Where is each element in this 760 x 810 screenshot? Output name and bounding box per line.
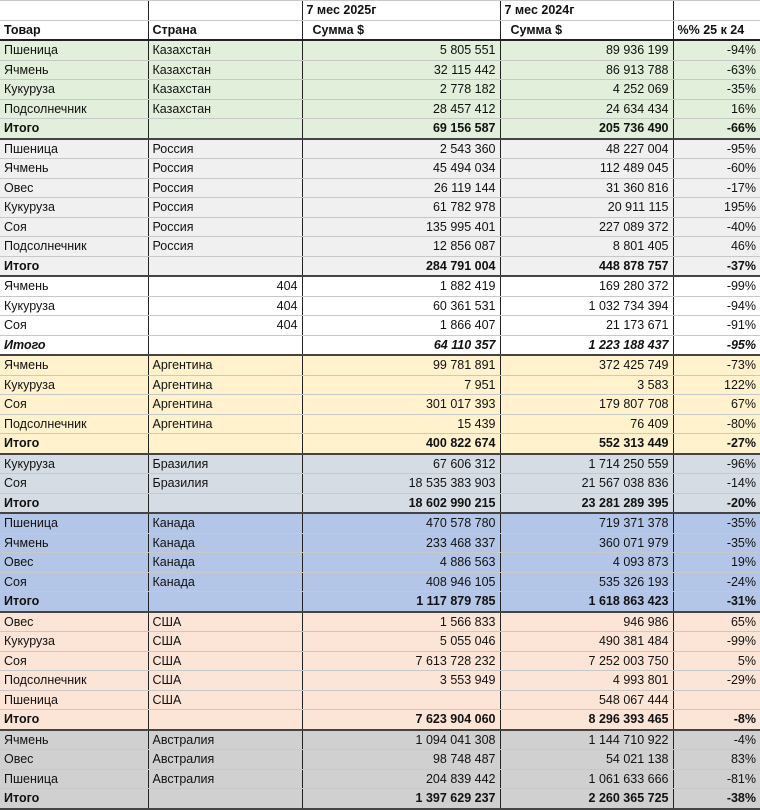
sum-2024-cell[interactable]: 21 173 671 bbox=[500, 316, 673, 336]
pct-change-cell[interactable]: -96% bbox=[673, 454, 760, 474]
pct-change-cell[interactable]: -35% bbox=[673, 533, 760, 553]
product-cell[interactable]: Пшеница bbox=[0, 139, 148, 159]
sum-2025-cell[interactable]: 67 606 312 bbox=[302, 454, 500, 474]
sum-2025-cell[interactable]: 5 805 551 bbox=[302, 40, 500, 60]
total-sum-2024-cell[interactable]: 23 281 289 395 bbox=[500, 493, 673, 513]
product-cell[interactable]: Овес bbox=[0, 553, 148, 573]
sum-2024-cell[interactable]: 31 360 816 bbox=[500, 178, 673, 198]
table-row bbox=[0, 276, 760, 296]
country-cell[interactable]: Бразилия bbox=[148, 454, 302, 474]
table-row bbox=[0, 60, 760, 80]
pct-change-cell[interactable]: -99% bbox=[673, 276, 760, 296]
sum-2024-cell[interactable]: 169 280 372 bbox=[500, 276, 673, 296]
sum-2025-cell[interactable]: 2 778 182 bbox=[302, 80, 500, 100]
total-label-cell[interactable]: Итого bbox=[0, 335, 148, 355]
table-row bbox=[0, 533, 760, 553]
total-pct-change-cell[interactable]: -37% bbox=[673, 256, 760, 276]
country-cell[interactable]: Австралия bbox=[148, 769, 302, 789]
pct-change-cell[interactable]: -80% bbox=[673, 414, 760, 434]
sum-2025-cell[interactable]: 12 856 087 bbox=[302, 237, 500, 257]
total-pct-change-cell[interactable]: -8% bbox=[673, 710, 760, 730]
country-cell[interactable]: Аргентина bbox=[148, 414, 302, 434]
total-sum-2024-cell[interactable]: 552 313 449 bbox=[500, 434, 673, 454]
product-cell[interactable]: Кукуруза bbox=[0, 454, 148, 474]
total-label-cell[interactable]: Итого bbox=[0, 434, 148, 454]
header-empty-cell[interactable] bbox=[0, 1, 148, 21]
country-cell[interactable]: США bbox=[148, 632, 302, 652]
sum-2024-cell[interactable]: 179 807 708 bbox=[500, 395, 673, 415]
table-row bbox=[0, 375, 760, 395]
product-cell[interactable]: Овес bbox=[0, 750, 148, 770]
country-cell[interactable]: Аргентина bbox=[148, 355, 302, 375]
sum-2024-cell[interactable]: 54 021 138 bbox=[500, 750, 673, 770]
product-cell[interactable]: Кукуруза bbox=[0, 296, 148, 316]
header-sum-2024[interactable]: Сумма $ bbox=[500, 20, 673, 40]
sum-2025-cell[interactable]: 99 781 891 bbox=[302, 355, 500, 375]
pct-change-cell[interactable]: -17% bbox=[673, 178, 760, 198]
header-row-columns bbox=[0, 20, 760, 40]
sum-2024-cell[interactable]: 4 252 069 bbox=[500, 80, 673, 100]
product-cell[interactable]: Соя bbox=[0, 651, 148, 671]
sum-2024-cell[interactable]: 1 061 633 666 bbox=[500, 769, 673, 789]
table-row bbox=[0, 198, 760, 218]
pct-change-cell[interactable]: -35% bbox=[673, 513, 760, 533]
sum-2025-cell[interactable]: 3 553 949 bbox=[302, 671, 500, 691]
sum-2024-cell[interactable]: 490 381 484 bbox=[500, 632, 673, 652]
table-row bbox=[0, 355, 760, 375]
sum-2024-cell[interactable]: 360 071 979 bbox=[500, 533, 673, 553]
table-row bbox=[0, 769, 760, 789]
sum-2025-cell[interactable]: 204 839 442 bbox=[302, 769, 500, 789]
country-cell[interactable]: 404 bbox=[148, 296, 302, 316]
pct-change-cell[interactable]: -91% bbox=[673, 316, 760, 336]
sum-2025-cell[interactable]: 1 094 041 308 bbox=[302, 730, 500, 750]
country-cell[interactable]: США bbox=[148, 690, 302, 710]
total-sum-2024-cell[interactable]: 448 878 757 bbox=[500, 256, 673, 276]
product-cell[interactable]: Подсолнечник bbox=[0, 671, 148, 691]
total-sum-2025-cell[interactable]: 18 602 990 215 bbox=[302, 493, 500, 513]
empty-cell[interactable] bbox=[148, 256, 302, 276]
total-pct-change-cell[interactable]: -27% bbox=[673, 434, 760, 454]
total-label-cell[interactable]: Итого bbox=[0, 119, 148, 139]
sum-2024-cell[interactable]: 719 371 378 bbox=[500, 513, 673, 533]
header-empty-cell[interactable] bbox=[148, 1, 302, 21]
total-sum-2025-cell[interactable]: 69 156 587 bbox=[302, 119, 500, 139]
product-cell[interactable]: Соя bbox=[0, 217, 148, 237]
table-row bbox=[0, 316, 760, 336]
pct-change-cell[interactable]: -94% bbox=[673, 296, 760, 316]
sum-2025-cell[interactable]: 233 468 337 bbox=[302, 533, 500, 553]
country-cell[interactable]: Канада bbox=[148, 553, 302, 573]
sum-2024-cell[interactable]: 76 409 bbox=[500, 414, 673, 434]
table-row bbox=[0, 99, 760, 119]
sum-2025-cell[interactable]: 135 995 401 bbox=[302, 217, 500, 237]
pct-change-cell[interactable]: -29% bbox=[673, 671, 760, 691]
pct-change-cell[interactable]: -14% bbox=[673, 474, 760, 494]
pct-change-cell[interactable]: -99% bbox=[673, 632, 760, 652]
sum-2024-cell[interactable]: 7 252 003 750 bbox=[500, 651, 673, 671]
country-cell[interactable]: Бразилия bbox=[148, 474, 302, 494]
product-cell[interactable]: Кукуруза bbox=[0, 198, 148, 218]
pct-change-cell[interactable]: 46% bbox=[673, 237, 760, 257]
product-cell[interactable]: Овес bbox=[0, 178, 148, 198]
sum-2025-cell[interactable]: 5 055 046 bbox=[302, 632, 500, 652]
product-cell[interactable]: Ячмень bbox=[0, 533, 148, 553]
sum-2025-cell[interactable]: 60 361 531 bbox=[302, 296, 500, 316]
total-pct-change-cell[interactable]: -31% bbox=[673, 592, 760, 612]
product-cell[interactable]: Соя bbox=[0, 474, 148, 494]
sum-2024-cell[interactable]: 20 911 115 bbox=[500, 198, 673, 218]
table-row bbox=[0, 237, 760, 257]
total-sum-2025-cell[interactable]: 400 822 674 bbox=[302, 434, 500, 454]
pct-change-cell[interactable]: -4% bbox=[673, 730, 760, 750]
country-cell[interactable]: Аргентина bbox=[148, 375, 302, 395]
product-cell[interactable]: Пшеница bbox=[0, 513, 148, 533]
sum-2025-cell[interactable]: 1 866 407 bbox=[302, 316, 500, 336]
table-row bbox=[0, 395, 760, 415]
country-cell[interactable]: 404 bbox=[148, 316, 302, 336]
pct-change-cell[interactable]: -94% bbox=[673, 40, 760, 60]
sum-2025-cell[interactable]: 301 017 393 bbox=[302, 395, 500, 415]
sum-2024-cell[interactable]: 86 913 788 bbox=[500, 60, 673, 80]
empty-cell[interactable] bbox=[148, 493, 302, 513]
sum-2025-cell[interactable] bbox=[302, 690, 500, 710]
country-cell[interactable]: Россия bbox=[148, 159, 302, 179]
total-sum-2025-cell[interactable]: 1 117 879 785 bbox=[302, 592, 500, 612]
total-sum-2024-cell[interactable]: 8 296 393 465 bbox=[500, 710, 673, 730]
total-sum-2025-cell[interactable]: 1 397 629 237 bbox=[302, 789, 500, 809]
product-cell[interactable]: Кукуруза bbox=[0, 375, 148, 395]
country-cell[interactable]: Канада bbox=[148, 533, 302, 553]
total-sum-2025-cell[interactable]: 284 791 004 bbox=[302, 256, 500, 276]
sum-2024-cell[interactable]: 3 583 bbox=[500, 375, 673, 395]
country-cell[interactable]: Канада bbox=[148, 513, 302, 533]
table-row bbox=[0, 750, 760, 770]
table-row bbox=[0, 632, 760, 652]
table-row bbox=[0, 217, 760, 237]
product-cell[interactable]: Ячмень bbox=[0, 355, 148, 375]
total-pct-change-cell[interactable]: -38% bbox=[673, 789, 760, 809]
table-row bbox=[0, 572, 760, 592]
sum-2025-cell[interactable]: 4 886 563 bbox=[302, 553, 500, 573]
total-row bbox=[0, 335, 760, 355]
sum-2024-cell[interactable]: 372 425 749 bbox=[500, 355, 673, 375]
pct-change-cell[interactable]: 65% bbox=[673, 612, 760, 632]
empty-cell[interactable] bbox=[148, 789, 302, 809]
sum-2024-cell[interactable]: 227 089 372 bbox=[500, 217, 673, 237]
sum-2025-cell[interactable]: 98 748 487 bbox=[302, 750, 500, 770]
total-label-cell[interactable]: Итого bbox=[0, 256, 148, 276]
country-cell[interactable]: Россия bbox=[148, 178, 302, 198]
sum-2025-cell[interactable]: 61 782 978 bbox=[302, 198, 500, 218]
header-sum-2025[interactable]: Сумма $ bbox=[302, 20, 500, 40]
pct-change-cell[interactable]: 5% bbox=[673, 651, 760, 671]
product-cell[interactable]: Кукуруза bbox=[0, 632, 148, 652]
table-row bbox=[0, 651, 760, 671]
total-row bbox=[0, 434, 760, 454]
product-cell[interactable]: Ячмень bbox=[0, 159, 148, 179]
total-sum-2024-cell[interactable]: 1 223 188 437 bbox=[500, 335, 673, 355]
country-cell[interactable]: Казахстан bbox=[148, 40, 302, 60]
header-empty-cell[interactable] bbox=[673, 1, 760, 21]
sum-2024-cell[interactable]: 548 067 444 bbox=[500, 690, 673, 710]
pct-change-cell[interactable] bbox=[673, 690, 760, 710]
table-row bbox=[0, 730, 760, 750]
total-label-cell[interactable]: Итого bbox=[0, 592, 148, 612]
country-cell[interactable]: Казахстан bbox=[148, 80, 302, 100]
sum-2025-cell[interactable]: 45 494 034 bbox=[302, 159, 500, 179]
product-cell[interactable]: Соя bbox=[0, 316, 148, 336]
table-row bbox=[0, 612, 760, 632]
product-cell[interactable]: Подсолнечник bbox=[0, 237, 148, 257]
empty-cell[interactable] bbox=[148, 335, 302, 355]
product-cell[interactable]: Подсолнечник bbox=[0, 99, 148, 119]
pct-change-cell[interactable]: -81% bbox=[673, 769, 760, 789]
total-row bbox=[0, 119, 760, 139]
sum-2024-cell[interactable]: 112 489 045 bbox=[500, 159, 673, 179]
sum-2025-cell[interactable]: 18 535 383 903 bbox=[302, 474, 500, 494]
header-pct-change[interactable]: %% 25 к 24 bbox=[673, 20, 760, 40]
table-row bbox=[0, 40, 760, 60]
product-cell[interactable]: Овес bbox=[0, 612, 148, 632]
product-cell[interactable]: Ячмень bbox=[0, 730, 148, 750]
table-row bbox=[0, 513, 760, 533]
country-cell[interactable]: США bbox=[148, 651, 302, 671]
pct-change-cell[interactable]: 122% bbox=[673, 375, 760, 395]
total-sum-2025-cell[interactable]: 7 623 904 060 bbox=[302, 710, 500, 730]
total-sum-2024-cell[interactable]: 2 260 365 725 bbox=[500, 789, 673, 809]
total-row bbox=[0, 493, 760, 513]
total-sum-2024-cell[interactable]: 205 736 490 bbox=[500, 119, 673, 139]
pct-change-cell[interactable]: -73% bbox=[673, 355, 760, 375]
total-row bbox=[0, 710, 760, 730]
header-period-2024[interactable]: 7 мес 2024г bbox=[500, 1, 673, 21]
sum-2025-cell[interactable]: 28 457 412 bbox=[302, 99, 500, 119]
pct-change-cell[interactable]: 19% bbox=[673, 553, 760, 573]
sum-2025-cell[interactable]: 7 951 bbox=[302, 375, 500, 395]
country-cell[interactable]: 404 bbox=[148, 276, 302, 296]
table-row bbox=[0, 178, 760, 198]
sum-2024-cell[interactable]: 48 227 004 bbox=[500, 139, 673, 159]
country-cell[interactable]: Австралия bbox=[148, 730, 302, 750]
table-row bbox=[0, 80, 760, 100]
total-pct-change-cell[interactable]: -95% bbox=[673, 335, 760, 355]
country-cell[interactable]: США bbox=[148, 671, 302, 691]
sum-2025-cell[interactable]: 408 946 105 bbox=[302, 572, 500, 592]
country-cell[interactable]: Австралия bbox=[148, 750, 302, 770]
sum-2024-cell[interactable]: 89 936 199 bbox=[500, 40, 673, 60]
sum-2024-cell[interactable]: 4 093 873 bbox=[500, 553, 673, 573]
table-row bbox=[0, 139, 760, 159]
country-cell[interactable]: Россия bbox=[148, 217, 302, 237]
product-cell[interactable]: Пшеница bbox=[0, 690, 148, 710]
sum-2025-cell[interactable]: 1 566 833 bbox=[302, 612, 500, 632]
sum-2025-cell[interactable]: 470 578 780 bbox=[302, 513, 500, 533]
sum-2024-cell[interactable]: 535 326 193 bbox=[500, 572, 673, 592]
table-row bbox=[0, 671, 760, 691]
empty-cell[interactable] bbox=[148, 710, 302, 730]
total-row bbox=[0, 592, 760, 612]
header-row-periods bbox=[0, 1, 760, 21]
total-sum-2025-cell[interactable]: 64 110 357 bbox=[302, 335, 500, 355]
sum-2025-cell[interactable]: 26 119 144 bbox=[302, 178, 500, 198]
total-row bbox=[0, 256, 760, 276]
header-product[interactable]: Товар bbox=[0, 20, 148, 40]
total-pct-change-cell[interactable]: -20% bbox=[673, 493, 760, 513]
table-row bbox=[0, 690, 760, 710]
sum-2024-cell[interactable]: 1 714 250 559 bbox=[500, 454, 673, 474]
header-period-2025[interactable]: 7 мес 2025г bbox=[302, 1, 500, 21]
pct-change-cell[interactable]: -63% bbox=[673, 60, 760, 80]
table-row bbox=[0, 553, 760, 573]
sum-2024-cell[interactable]: 24 634 434 bbox=[500, 99, 673, 119]
pct-change-cell[interactable]: 195% bbox=[673, 198, 760, 218]
total-label-cell[interactable]: Итого bbox=[0, 789, 148, 809]
country-cell[interactable]: Аргентина bbox=[148, 395, 302, 415]
pct-change-cell[interactable]: 67% bbox=[673, 395, 760, 415]
product-cell[interactable]: Соя bbox=[0, 395, 148, 415]
pct-change-cell[interactable]: 16% bbox=[673, 99, 760, 119]
total-sum-2024-cell[interactable]: 1 618 863 423 bbox=[500, 592, 673, 612]
product-cell[interactable]: Ячмень bbox=[0, 276, 148, 296]
country-cell[interactable]: Казахстан bbox=[148, 99, 302, 119]
pct-change-cell[interactable]: -35% bbox=[673, 80, 760, 100]
country-cell[interactable]: Россия bbox=[148, 198, 302, 218]
total-label-cell[interactable]: Итого bbox=[0, 710, 148, 730]
pct-change-cell[interactable]: -60% bbox=[673, 159, 760, 179]
table-row bbox=[0, 414, 760, 434]
country-cell[interactable]: Россия bbox=[148, 237, 302, 257]
sum-2025-cell[interactable]: 32 115 442 bbox=[302, 60, 500, 80]
table-row bbox=[0, 454, 760, 474]
table-row bbox=[0, 159, 760, 179]
product-cell[interactable]: Подсолнечник bbox=[0, 414, 148, 434]
product-cell[interactable]: Пшеница bbox=[0, 769, 148, 789]
sum-2025-cell[interactable]: 15 439 bbox=[302, 414, 500, 434]
pct-change-cell[interactable]: 83% bbox=[673, 750, 760, 770]
pct-change-cell[interactable]: -40% bbox=[673, 217, 760, 237]
table-row bbox=[0, 296, 760, 316]
sum-2025-cell[interactable]: 2 543 360 bbox=[302, 139, 500, 159]
sum-2024-cell[interactable]: 1 032 734 394 bbox=[500, 296, 673, 316]
product-cell[interactable]: Пшеница bbox=[0, 40, 148, 60]
empty-cell[interactable] bbox=[148, 119, 302, 139]
sum-2024-cell[interactable]: 8 801 405 bbox=[500, 237, 673, 257]
pct-change-cell[interactable]: -95% bbox=[673, 139, 760, 159]
total-pct-change-cell[interactable]: -66% bbox=[673, 119, 760, 139]
sum-2025-cell[interactable]: 7 613 728 232 bbox=[302, 651, 500, 671]
total-row bbox=[0, 789, 760, 809]
sum-2024-cell[interactable]: 21 567 038 836 bbox=[500, 474, 673, 494]
pct-change-cell[interactable]: -24% bbox=[673, 572, 760, 592]
sum-2025-cell[interactable]: 1 882 419 bbox=[302, 276, 500, 296]
product-cell[interactable]: Ячмень bbox=[0, 60, 148, 80]
country-cell[interactable]: США bbox=[148, 612, 302, 632]
empty-cell[interactable] bbox=[148, 592, 302, 612]
country-cell[interactable]: Казахстан bbox=[148, 60, 302, 80]
product-cell[interactable]: Соя bbox=[0, 572, 148, 592]
total-label-cell[interactable]: Итого bbox=[0, 493, 148, 513]
product-cell[interactable]: Кукуруза bbox=[0, 80, 148, 100]
header-country[interactable]: Страна bbox=[148, 20, 302, 40]
sum-2024-cell[interactable]: 946 986 bbox=[500, 612, 673, 632]
table-row bbox=[0, 474, 760, 494]
country-cell[interactable]: Канада bbox=[148, 572, 302, 592]
sum-2024-cell[interactable]: 4 993 801 bbox=[500, 671, 673, 691]
sum-2024-cell[interactable]: 1 144 710 922 bbox=[500, 730, 673, 750]
country-cell[interactable]: Россия bbox=[148, 139, 302, 159]
empty-cell[interactable] bbox=[148, 434, 302, 454]
